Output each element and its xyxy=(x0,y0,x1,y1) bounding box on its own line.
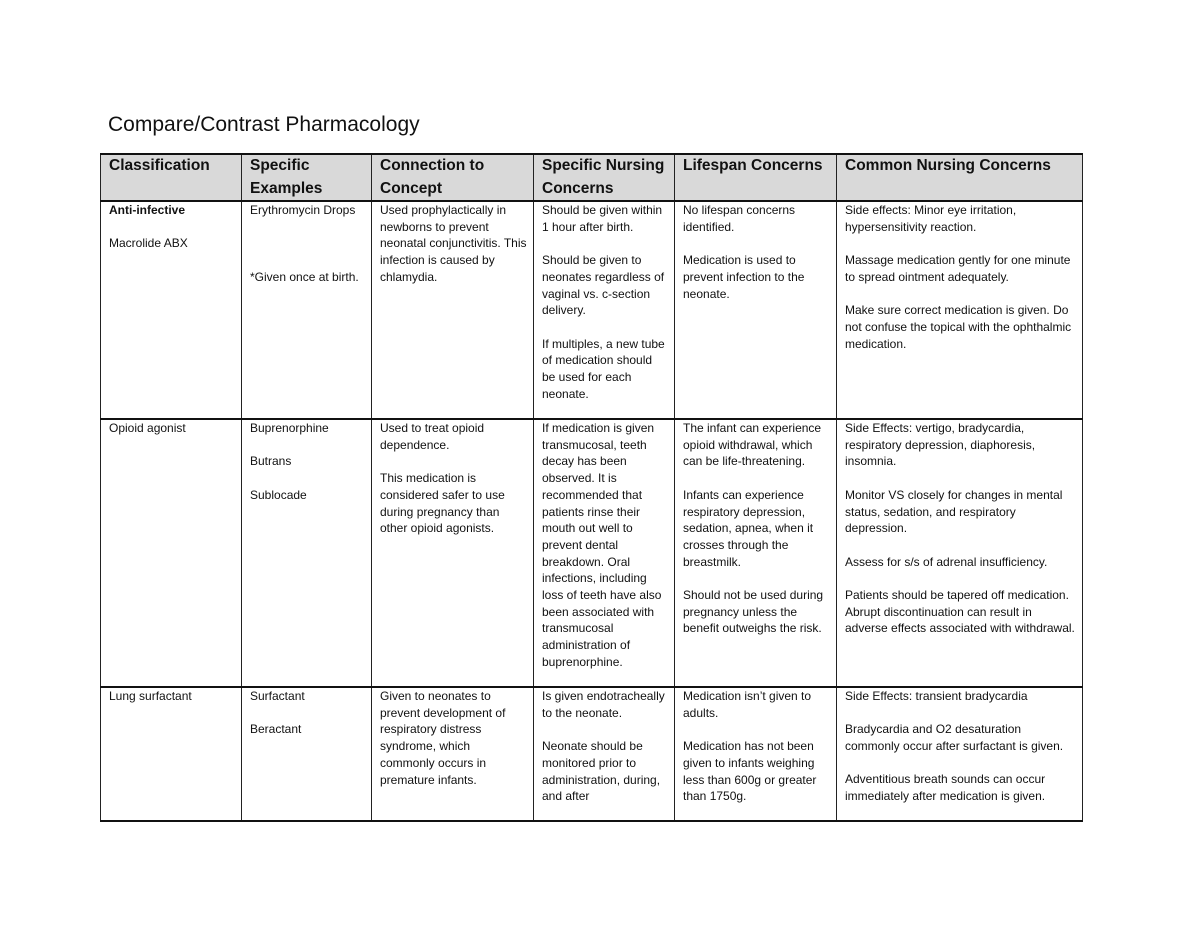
cell-examples xyxy=(242,201,372,419)
cell-specific-concerns xyxy=(534,201,675,419)
concern-text: Should be given within 1 hour after birth. xyxy=(542,203,663,234)
classification-text: Macrolide ABX xyxy=(109,236,188,251)
common-concern-text: Side Effects: vertigo, bradycardia, respiratory depression, diaphoresis, insomnia. xyxy=(845,421,1036,469)
connection-text: Given to neonates to prevent development of respiratory distress syndrome, which commonly occurs in premature infants. xyxy=(380,689,506,787)
cell-lifespan xyxy=(675,201,837,419)
lifespan-text: No lifespan concerns identified. xyxy=(683,203,796,234)
common-concern-text: Bradycardia and O2 desaturation commonly occur after surfactant is given. xyxy=(845,722,1064,754)
concern-text: Is given endotracheally to the neonate. xyxy=(542,689,665,720)
common-concern-text: Patients should be tapered off medication. Abrupt discontinuation can result in adverse effects associated with withdrawal. xyxy=(845,587,1075,636)
example-text: *Given once at birth. xyxy=(250,269,359,284)
cell-lifespan xyxy=(675,687,837,821)
cell-lifespan xyxy=(675,419,837,687)
header-lifespan-concerns: Lifespan Concerns xyxy=(675,154,837,201)
connection-text: This medication is considered safer to use during pregnancy than other opioid agonists. xyxy=(380,471,505,536)
cell-common-concerns xyxy=(837,201,1083,419)
cell-examples xyxy=(242,419,372,687)
header-specific-examples: Specific Examples xyxy=(242,154,372,201)
cell-connection xyxy=(372,419,534,687)
example-text: Sublocade xyxy=(250,487,307,502)
cell-classification xyxy=(101,419,242,687)
concern-text: Neonate should be monitored prior to administration, during, and after xyxy=(542,739,661,804)
cell-common-concerns xyxy=(837,687,1083,821)
page-title: Compare/Contrast Pharmacology xyxy=(108,113,420,136)
common-concern-text: Adventitious breath sounds can occur immediately after medication is given. xyxy=(845,772,1046,804)
lifespan-text: Should not be used during pregnancy unless the benefit outweighs the risk. xyxy=(683,588,824,636)
common-concern-text: Make sure correct medication is given. Do not confuse the topical with the ophthalmic medication. xyxy=(845,303,1072,351)
pharmacology-table xyxy=(100,153,1083,822)
common-concern-text: Assess for s/s of adrenal insufficiency. xyxy=(845,554,1048,569)
cell-connection xyxy=(372,201,534,419)
table-row xyxy=(101,687,1083,821)
lifespan-text: Medication is used to prevent infection to the neonate. xyxy=(683,253,805,301)
concern-text: If medication is given transmucosal, teeth decay has been observed. It is recommended that patients rinse their mouth out well to prevent dental breakdown. Oral infections, including loss of teeth have also been associated with transmucosal administration of buprenorphine. xyxy=(542,421,662,669)
example-text: Surfactant xyxy=(250,689,305,703)
table-row xyxy=(101,201,1083,419)
connection-text: Used to treat opioid dependence. xyxy=(380,421,485,452)
cell-examples xyxy=(242,687,372,821)
lifespan-text: Infants can experience respiratory depression, sedation, apnea, when it crosses through the breastmilk. xyxy=(683,487,814,569)
cell-classification xyxy=(101,201,242,419)
classification-text: Opioid agonist xyxy=(109,421,186,435)
example-text: Buprenorphine xyxy=(250,421,329,435)
cell-common-concerns xyxy=(837,419,1083,687)
example-text: Butrans xyxy=(250,454,292,469)
concern-text: If multiples, a new tube of medication should be used for each neonate. xyxy=(542,336,665,401)
example-text: Beractant xyxy=(250,722,302,737)
cell-specific-concerns xyxy=(534,419,675,687)
lifespan-text: The infant can experience opioid withdrawal, which can be life-threatening. xyxy=(683,421,822,469)
concern-text: Should be given to neonates regardless of vaginal vs. c-section delivery. xyxy=(542,253,665,318)
lifespan-text: Medication isn’t given to adults. xyxy=(683,689,812,720)
connection-text: Used prophylactically in newborns to prevent neonatal conjunctivitis. This infection is caused by chlamydia. xyxy=(380,203,527,284)
cell-connection xyxy=(372,687,534,821)
table-header-row xyxy=(101,154,1083,201)
lifespan-text: Medication has not been given to infants weighing less than 600g or greater than 1750g. xyxy=(683,739,817,804)
header-common-nursing-concerns: Common Nursing Concerns xyxy=(837,154,1083,201)
classification-text: Anti-infective xyxy=(109,203,186,217)
header-classification: Classification xyxy=(101,154,242,201)
header-specific-nursing-concerns: Specific Nursing Concerns xyxy=(534,154,675,201)
common-concern-text: Side effects: Minor eye irritation, hypersensitivity reaction. xyxy=(845,203,1017,234)
cell-classification xyxy=(101,687,242,821)
common-concern-text: Side Effects: transient bradycardia xyxy=(845,689,1028,703)
common-concern-text: Massage medication gently for one minute to spread ointment adequately. xyxy=(845,253,1071,284)
header-connection-to-concept: Connection to Concept xyxy=(372,154,534,201)
cell-specific-concerns xyxy=(534,687,675,821)
table-row xyxy=(101,419,1083,687)
common-concern-text: Monitor VS closely for changes in mental status, sedation, and respiratory depression. xyxy=(845,487,1063,536)
example-text: Erythromycin Drops xyxy=(250,203,356,217)
classification-text: Lung surfactant xyxy=(109,689,192,703)
